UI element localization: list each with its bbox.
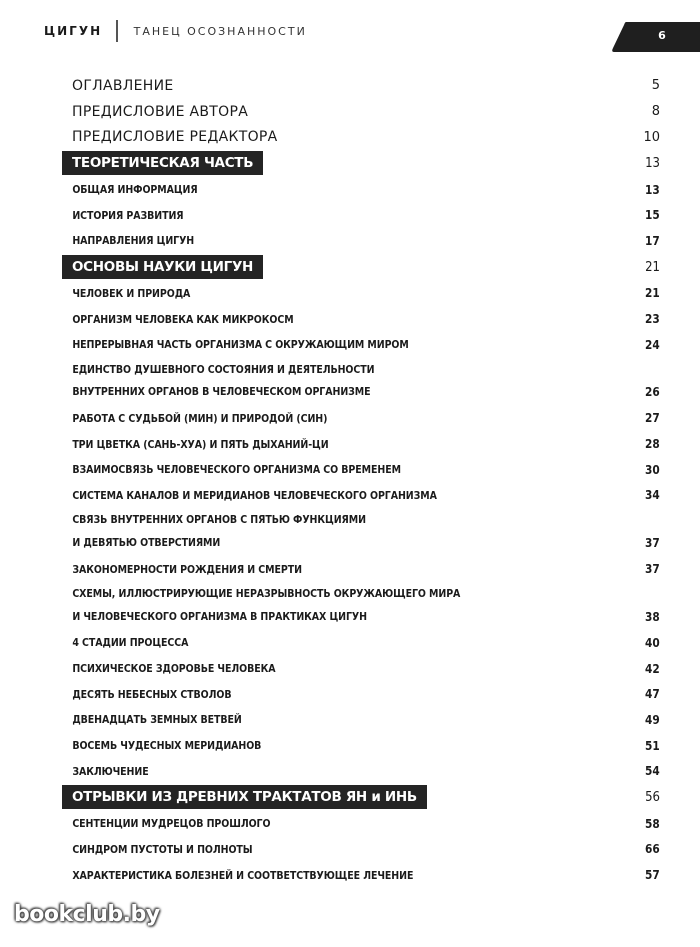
toc-item[interactable] [62,630,660,656]
toc-item-title-line2: И ЧЕЛОВЕЧЕСКОГО ОРГАНИЗМА В ПРАКТИКАХ ЦИГУН [72,609,367,623]
toc-item-page: 13 [645,182,660,197]
toc-item-title: ЗАКОНОМЕРНОСТИ РОЖДЕНИЯ И СМЕРТИ [72,562,302,576]
toc-item[interactable] [62,508,660,556]
toc-item[interactable] [62,811,660,837]
toc-item-page: 37 [645,562,660,577]
toc-item-title: ОБЩАЯ ИНФОРМАЦИЯ [72,183,198,197]
toc-item-page: 28 [645,437,660,452]
toc-item[interactable] [62,431,660,457]
toc-item-title: СИСТЕМА КАНАЛОВ И МЕРИДИАНОВ ЧЕЛОВЕЧЕСКОГО ОРГАНИЗМА [72,488,437,502]
toc-item-page: 66 [645,842,660,857]
toc-item-title: ОРГАНИЗМ ЧЕЛОВЕКА КАК МИКРОКОСМ [72,312,294,326]
toc-entry-page: 8 [651,104,660,120]
page-number-tab [612,22,700,52]
toc-item-page: 58 [645,816,660,831]
toc-item-title-line1: СВЯЗЬ ВНУТРЕННИХ ОРГАНОВ С ПЯТЬЮ ФУНКЦИЯМИ [72,513,366,527]
toc-item-page: 34 [645,488,660,503]
toc-item[interactable] [62,707,660,733]
toc-item-title: СЕНТЕНЦИИ МУДРЕЦОВ ПРОШЛОГО [72,817,271,831]
toc-item-title: НАПРАВЛЕНИЯ ЦИГУН [72,234,195,248]
toc-section-theory[interactable] [62,150,660,177]
toc-item-title: ПСИХИЧЕСКОЕ ЗДОРОВЬЕ ЧЕЛОВЕКА [72,662,276,676]
toc-item[interactable] [62,228,660,254]
page-number: 6 [658,29,666,42]
toc-item-page: 30 [645,462,660,477]
toc-item-page: 37 [645,535,660,550]
toc-item-title [62,359,374,404]
section-heading: ОСНОВЫ НАУКИ ЦИГУН [62,255,263,279]
toc-entry-author-preface[interactable] [62,99,660,125]
book-title: ЦИГУН [44,24,103,38]
toc-item-title [62,583,460,628]
toc-item-page: 57 [645,868,660,883]
toc-item-page: 26 [645,385,660,400]
toc-entry-editor-preface[interactable] [62,124,660,150]
toc-item-title: НЕПРЕРЫВНАЯ ЧАСТЬ ОРГАНИЗМА С ОКРУЖАЮЩИМ МИРОМ [72,338,409,352]
toc-item-page: 40 [645,635,660,650]
toc-entry-page: 5 [651,78,660,94]
toc-item[interactable] [62,332,660,358]
section-page: 56 [645,789,660,805]
toc-item-title: ЧЕЛОВЕК И ПРИРОДА [72,286,191,300]
toc-item-title: ТРИ ЦВЕТКА (САНЬ-ХУА) И ПЯТЬ ДЫХАНИЙ-ЦИ [72,437,329,451]
toc-item[interactable] [62,483,660,509]
toc-item-title-line1: ЕДИНСТВО ДУШЕВНОГО СОСТОЯНИЯ И ДЕЯТЕЛЬНОСТИ [72,362,375,376]
toc-item-title: ЗАКЛЮЧЕНИЕ [72,764,149,778]
toc-item-title [62,509,366,554]
watermark-logo: bookclub.by [14,902,160,927]
toc-item[interactable] [62,582,660,630]
toc-item-page: 17 [645,233,660,248]
book-subtitle: ТАНЕЦ ОСОЗНАННОСТИ [133,24,307,38]
toc-item-page: 27 [645,411,660,426]
toc-item-page: 51 [645,738,660,753]
toc-item[interactable] [62,681,660,707]
toc-item-page: 15 [645,208,660,223]
toc-section-excerpts[interactable] [62,784,660,811]
toc-item[interactable] [62,457,660,483]
toc-entry-contents[interactable] [62,73,660,99]
toc-item-title: 4 СТАДИИ ПРОЦЕССА [72,636,189,650]
toc-item-page: 21 [645,286,660,301]
toc-item[interactable] [62,656,660,682]
section-page: 21 [645,259,660,275]
toc-item-title: СИНДРОМ ПУСТОТЫ И ПОЛНОТЫ [72,842,253,856]
toc-item-title-line1: СХЕМЫ, ИЛЛЮСТРИРУЮЩИЕ НЕРАЗРЫВНОСТЬ ОКРУЖАЮЩЕГО МИРА [72,587,461,600]
toc-item-page: 54 [645,764,660,779]
toc-item[interactable] [62,358,660,406]
toc-item-title: ВОСЕМЬ ЧУДЕСНЫХ МЕРИДИАНОВ [72,739,262,753]
toc-item[interactable] [62,758,660,784]
toc-entry-title: ПРЕДИСЛОВИЕ АВТОРА [72,103,249,120]
toc-item-title: ИСТОРИЯ РАЗВИТИЯ [72,208,184,222]
toc-item-page: 47 [645,687,660,702]
toc-item[interactable] [62,733,660,759]
toc-entry-title: ПРЕДИСЛОВИЕ РЕДАКТОРА [72,129,278,146]
toc-item-page: 38 [645,609,660,624]
toc-item[interactable] [62,202,660,228]
toc-item[interactable] [62,306,660,332]
toc-item[interactable] [62,862,660,888]
section-heading: ОТРЫВКИ ИЗ ДРЕВНИХ ТРАКТАТОВ ЯН и ИНЬ [62,785,427,809]
toc-section-basics[interactable] [62,254,660,281]
header-divider [116,20,118,42]
running-header [44,20,307,42]
section-heading: ТЕОРЕТИЧЕСКАЯ ЧАСТЬ [62,151,263,175]
toc-item-title: ДВЕНАДЦАТЬ ЗЕМНЫХ ВЕТВЕЙ [72,713,242,727]
toc-entry-page: 10 [643,129,660,145]
table-of-contents [62,73,660,888]
toc-item-title: РАБОТА С СУДЬБОЙ (МИН) И ПРИРОДОЙ (СИН) [72,411,328,425]
toc-item[interactable] [62,406,660,432]
toc-item[interactable] [62,281,660,307]
toc-item-title: ХАРАКТЕРИСТИКА БОЛЕЗНЕЙ И СООТВЕТСТВУЮЩЕЕ ЛЕЧЕНИЕ [72,868,414,882]
toc-item-page: 42 [645,661,660,676]
toc-item-page: 23 [645,312,660,327]
toc-item-page: 24 [645,337,660,352]
toc-entry-title: ОГЛАВЛЕНИЕ [72,77,174,94]
toc-item-title-line2: ВНУТРЕННИХ ОРГАНОВ В ЧЕЛОВЕЧЕСКОМ ОРГАНИЗМЕ [72,385,371,399]
toc-item-title: ВЗАИМОСВЯЗЬ ЧЕЛОВЕЧЕСКОГО ОРГАНИЗМА СО ВРЕМЕНЕМ [72,463,401,477]
section-page: 13 [645,155,660,171]
toc-item[interactable] [62,177,660,203]
toc-item-title-line2: И ДЕВЯТЬЮ ОТВЕРСТИЯМИ [72,535,221,549]
toc-item-page: 49 [645,712,660,727]
toc-item[interactable] [62,837,660,863]
toc-item-title: ДЕСЯТЬ НЕБЕСНЫХ СТВОЛОВ [72,687,232,701]
toc-item[interactable] [62,556,660,582]
